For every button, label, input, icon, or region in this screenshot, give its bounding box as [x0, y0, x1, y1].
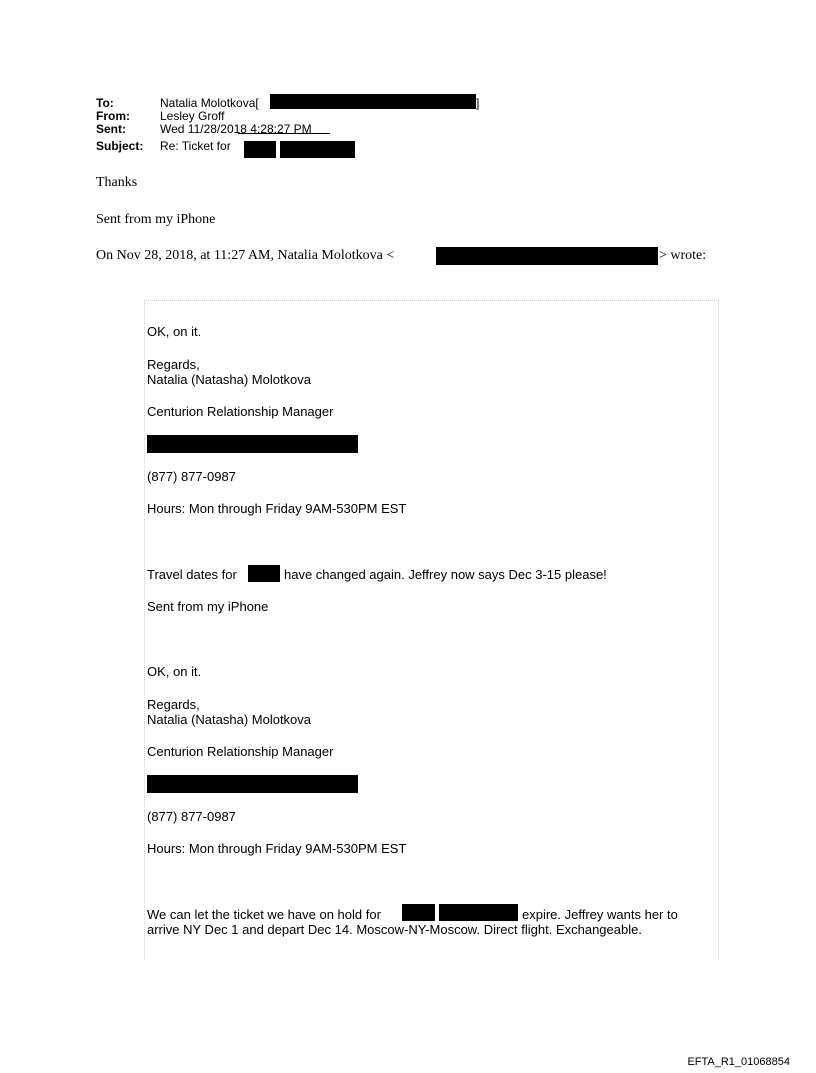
redaction-bar	[270, 94, 476, 109]
redaction-bar	[436, 247, 658, 265]
to-close-bracket: ]	[476, 96, 480, 110]
msg1-body: OK, on it.	[147, 324, 202, 339]
strike-line	[238, 133, 330, 134]
to-label: To:	[96, 96, 114, 110]
msg3-hours: Hours: Mon through Friday 9AM-530PM EST	[147, 841, 407, 856]
redaction-bar	[439, 904, 518, 921]
reply-body: Thanks	[96, 175, 138, 190]
sent-value: Wed 11/28/2018 4:28:27 PM	[160, 122, 312, 136]
msg3-name: Natalia (Natasha) Molotkova	[147, 712, 312, 727]
quote-intro: On Nov 28, 2018, at 11:27 AM, Natalia Molotkova <	[96, 248, 395, 263]
msg1-name: Natalia (Natasha) Molotkova	[147, 372, 312, 387]
to-value: Natalia Molotkova[	[160, 96, 259, 110]
redaction-bar	[280, 141, 355, 158]
msg4-line2: arrive NY Dec 1 and depart Dec 14. Moscow-NY-Moscow. Direct flight. Exchangeable.	[147, 922, 642, 937]
subject-label: Subject:	[96, 139, 144, 153]
subject-value: Re: Ticket for	[160, 139, 231, 153]
msg2-body: Travel dates for	[147, 567, 237, 582]
document-id: EFTA_R1_01068854	[687, 1056, 790, 1068]
quote-intro-end: > wrote:	[659, 248, 707, 263]
reply-signature: Sent from my iPhone	[96, 212, 216, 227]
msg3-phone: (877) 877-0987	[147, 809, 236, 824]
msg2-body-end: have changed again. Jeffrey now says Dec 3-15 please!	[284, 567, 607, 582]
sent-label: Sent:	[96, 122, 126, 136]
redaction-bar	[402, 904, 435, 921]
msg1-phone: (877) 877-0987	[147, 469, 236, 484]
msg3-title: Centurion Relationship Manager	[147, 744, 334, 759]
msg2-signature: Sent from my iPhone	[147, 599, 269, 614]
msg3-body: OK, on it.	[147, 664, 202, 679]
from-value: Lesley Groff	[160, 109, 225, 123]
redaction-bar	[147, 775, 358, 793]
redaction-bar	[147, 435, 358, 453]
msg1-title: Centurion Relationship Manager	[147, 404, 334, 419]
from-label: From:	[96, 109, 130, 123]
msg4-line1: We can let the ticket we have on hold for	[147, 907, 381, 922]
msg3-regards: Regards,	[147, 697, 200, 712]
msg4-line1-end: expire. Jeffrey wants her to	[522, 907, 678, 922]
msg1-hours: Hours: Mon through Friday 9AM-530PM EST	[147, 501, 407, 516]
redaction-bar	[244, 141, 276, 158]
msg1-regards: Regards,	[147, 357, 200, 372]
redaction-bar	[248, 565, 280, 582]
quoted-thread	[144, 300, 719, 960]
